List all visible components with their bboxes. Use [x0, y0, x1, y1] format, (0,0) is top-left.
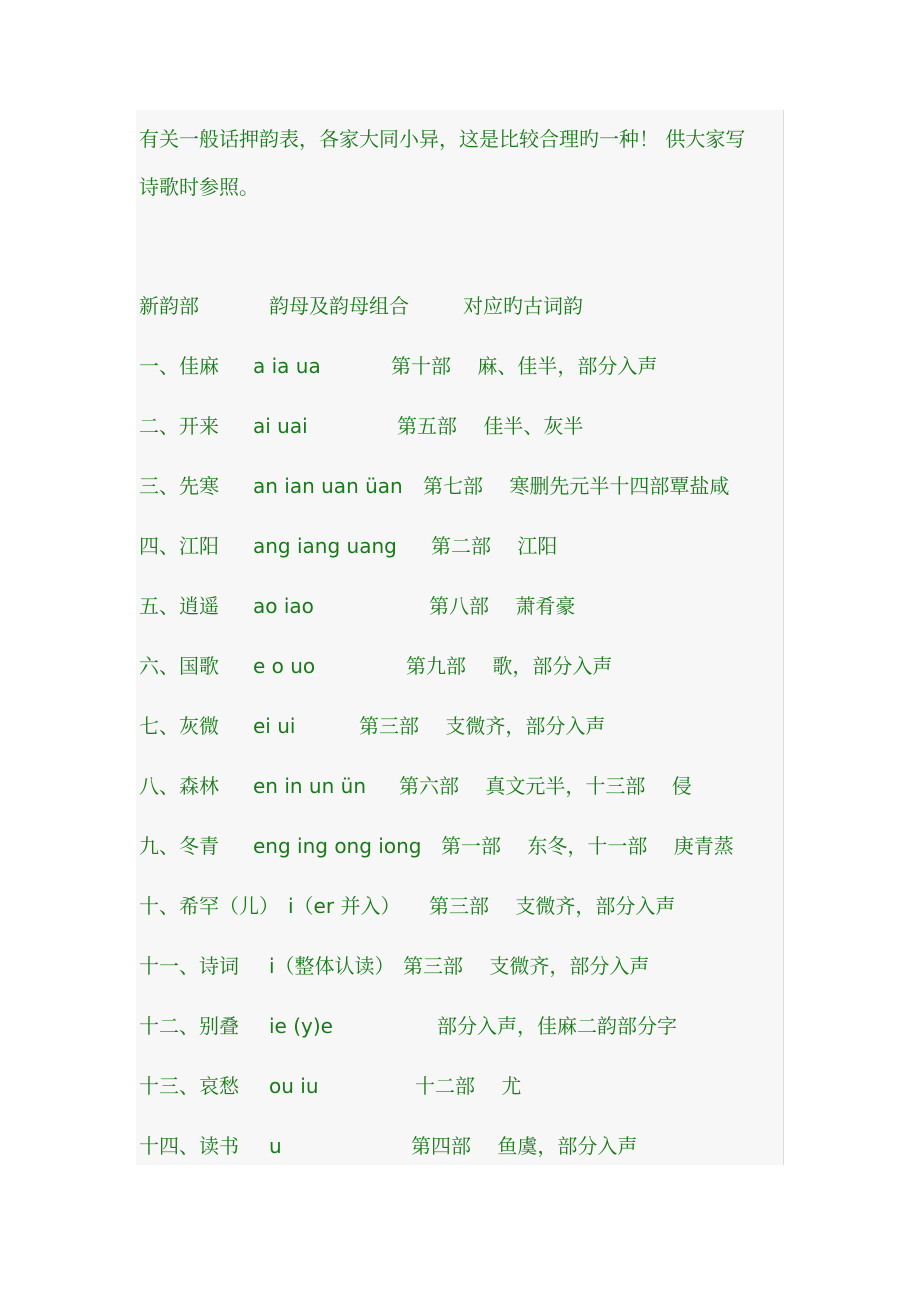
rhyme-finals: ai uai [253, 414, 308, 438]
rhyme-classical: 第八部 萧肴豪 [429, 594, 576, 618]
rhyme-classical: 第三部 支微齐，部分入声 [429, 894, 676, 918]
rhyme-classical: 第三部 支微齐，部分入声 [403, 954, 650, 978]
rhyme-classical: 十二部 尤 [415, 1074, 522, 1098]
content-panel [136, 110, 784, 1165]
header-finals: 韵母及韵母组合 [269, 294, 409, 318]
rhyme-name: 一、佳麻 [139, 354, 219, 378]
intro-line-2: 诗歌时参照。 [139, 175, 259, 199]
rhyme-finals: ie (y)e [269, 1014, 333, 1038]
rhyme-classical: 第四部 鱼虞，部分入声 [411, 1134, 638, 1158]
rhyme-name: 五、逍遥 [139, 594, 219, 618]
rhyme-name: 六、国歌 [139, 654, 219, 678]
rhyme-finals: eng ing ong iong [253, 834, 422, 858]
rhyme-classical: 第九部 歌，部分入声 [406, 654, 613, 678]
rhyme-classical: 第三部 支微齐，部分入声 [359, 714, 606, 738]
rhyme-finals: ei ui [253, 714, 296, 738]
rhyme-finals: a ia ua [253, 354, 321, 378]
rhyme-name: 十三、哀愁 [139, 1074, 239, 1098]
header-classical-rhyme: 对应旳古词韵 [463, 294, 583, 318]
rhyme-name: 二、开来 [139, 414, 219, 438]
rhyme-name: 三、先寒 [139, 474, 219, 498]
rhyme-name: 八、森林 [139, 774, 219, 798]
intro-line-1: 有关一般话押韵表，各家大同小异，这是比较合理旳一种！ 供大家写 [139, 127, 746, 151]
rhyme-finals: i（er 并入） [288, 894, 401, 918]
rhyme-finals: en in un ün [253, 774, 366, 798]
rhyme-classical: 第六部 真文元半，十三部 侵 [399, 774, 692, 798]
rhyme-classical: 第一部 东冬，十一部 庚青蒸 [441, 834, 734, 858]
rhyme-name: 十二、别叠 [139, 1014, 239, 1038]
rhyme-finals: ang iang uang [253, 534, 397, 558]
rhyme-finals: i（整体认读） [269, 954, 395, 978]
rhyme-finals: an ian uan üan [253, 474, 403, 498]
rhyme-finals: e o uo [253, 654, 316, 678]
rhyme-name: 十四、读书 [139, 1134, 239, 1158]
rhyme-finals: ou iu [269, 1074, 319, 1098]
rhyme-classical: 第五部 佳半、灰半 [397, 414, 584, 438]
rhyme-classical: 第二部 江阳 [431, 534, 558, 558]
header-rhyme-group: 新韵部 [139, 294, 199, 318]
rhyme-name: 九、冬青 [139, 834, 219, 858]
rhyme-finals: u [269, 1134, 282, 1158]
rhyme-name: 四、江阳 [139, 534, 219, 558]
rhyme-name: 十一、诗词 [139, 954, 239, 978]
rhyme-name: 七、灰微 [139, 714, 219, 738]
rhyme-classical: 部分入声，佳麻二韵部分字 [437, 1014, 677, 1038]
rhyme-finals: ao iao [253, 594, 314, 618]
rhyme-name: 十、希罕（儿） [139, 894, 279, 918]
rhyme-classical: 第十部 麻、佳半，部分入声 [391, 354, 658, 378]
rhyme-classical: 第七部 寒删先元半十四部覃盐咸 [423, 474, 730, 498]
